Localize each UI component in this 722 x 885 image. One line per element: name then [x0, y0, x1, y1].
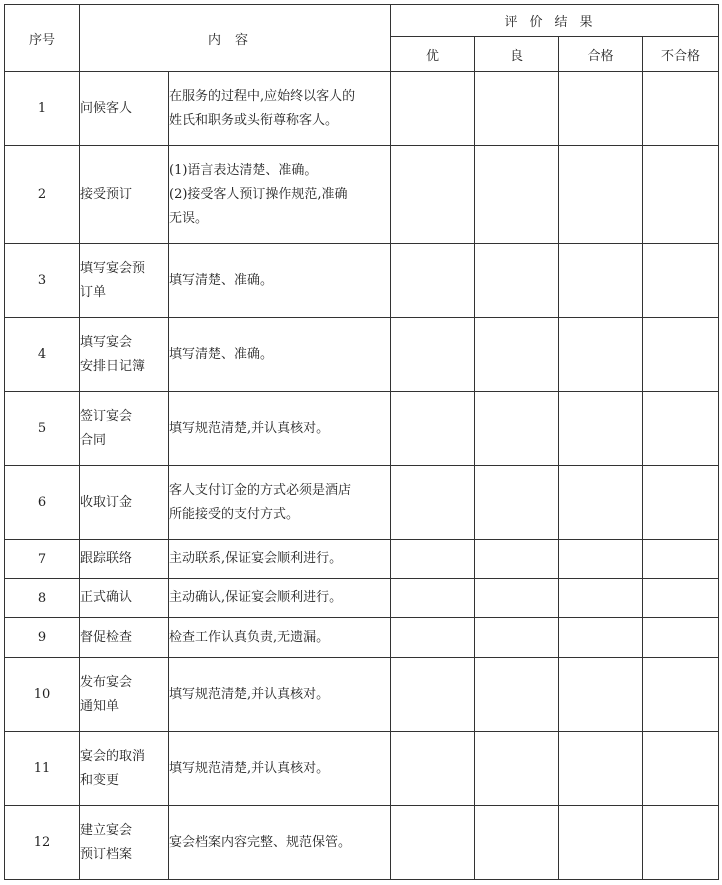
grade-cell-good[interactable] — [475, 806, 559, 880]
grade-cell-fail[interactable] — [643, 618, 719, 658]
item-name — [80, 466, 169, 540]
item-name-line: 安排日记簿 — [80, 358, 146, 374]
table-row — [5, 318, 719, 392]
item-name-line: 发布宴会 — [80, 674, 133, 690]
grade-cell-good[interactable] — [475, 244, 559, 318]
item-name-line: 签订宴会 — [80, 408, 133, 424]
row-number: 5 — [5, 392, 80, 466]
grade-cell-excellent[interactable] — [391, 244, 475, 318]
row-number: 9 — [5, 618, 80, 658]
item-description-line: (2)接受客人预订操作规范,准确 — [169, 186, 348, 202]
item-description-line: 所能接受的支付方式。 — [169, 506, 300, 522]
item-description — [169, 540, 391, 579]
grade-cell-pass[interactable] — [559, 146, 643, 244]
grade-cell-excellent[interactable] — [391, 318, 475, 392]
item-description — [169, 618, 391, 658]
table-body — [5, 72, 719, 880]
header-grade-fail: 不合格 — [643, 37, 719, 72]
grade-cell-fail[interactable] — [643, 392, 719, 466]
item-description — [169, 318, 391, 392]
item-description — [169, 146, 391, 244]
grade-cell-pass[interactable] — [559, 540, 643, 579]
grade-cell-excellent[interactable] — [391, 658, 475, 732]
header-grade-good: 良 — [475, 37, 559, 72]
table-row — [5, 732, 719, 806]
item-description — [169, 392, 391, 466]
grade-cell-good[interactable] — [475, 318, 559, 392]
item-description — [169, 732, 391, 806]
item-name — [80, 579, 169, 618]
item-name-line: 合同 — [80, 432, 107, 448]
item-description-line: 主动联系,保证宴会顺利进行。 — [169, 551, 343, 566]
item-name-line: 宴会的取消 — [80, 748, 146, 764]
grade-cell-pass[interactable] — [559, 658, 643, 732]
table-row — [5, 658, 719, 732]
grade-cell-pass[interactable] — [559, 579, 643, 618]
item-name-line: 预订档案 — [80, 846, 133, 862]
grade-cell-good[interactable] — [475, 579, 559, 618]
grade-cell-excellent[interactable] — [391, 392, 475, 466]
item-name-line: 填写宴会 — [80, 334, 133, 350]
item-name — [80, 146, 169, 244]
item-name — [80, 658, 169, 732]
item-description-line: 客人支付订金的方式必须是酒店 — [169, 482, 352, 498]
item-name-line: 订单 — [80, 284, 107, 300]
grade-cell-pass[interactable] — [559, 466, 643, 540]
grade-cell-pass[interactable] — [559, 806, 643, 880]
table-row — [5, 579, 719, 618]
table-row — [5, 806, 719, 880]
item-name-line: 正式确认 — [80, 590, 133, 605]
item-name-line: 通知单 — [80, 698, 120, 714]
table-row — [5, 466, 719, 540]
item-description-line: (1)语言表达清楚、准确。 — [169, 162, 318, 178]
grade-cell-good[interactable] — [475, 658, 559, 732]
row-number: 4 — [5, 318, 80, 392]
grade-cell-pass[interactable] — [559, 72, 643, 146]
item-name — [80, 244, 169, 318]
grade-cell-pass[interactable] — [559, 732, 643, 806]
grade-cell-excellent[interactable] — [391, 806, 475, 880]
item-name — [80, 392, 169, 466]
grade-cell-good[interactable] — [475, 732, 559, 806]
row-number: 7 — [5, 540, 80, 579]
item-name — [80, 732, 169, 806]
item-description-line: 填写规范清楚,并认真核对。 — [169, 420, 330, 436]
grade-cell-fail[interactable] — [643, 579, 719, 618]
evaluation-table — [4, 4, 719, 880]
row-number: 3 — [5, 244, 80, 318]
row-number: 1 — [5, 72, 80, 146]
header-content: 内容 — [80, 5, 391, 72]
row-number: 11 — [5, 732, 80, 806]
grade-cell-good[interactable] — [475, 466, 559, 540]
item-description — [169, 658, 391, 732]
table-row — [5, 540, 719, 579]
item-description-line: 填写清楚、准确。 — [169, 346, 274, 362]
item-description-line: 无误。 — [169, 210, 209, 226]
item-description-line: 姓氏和职务或头衔尊称客人。 — [169, 112, 339, 128]
grade-cell-fail[interactable] — [643, 466, 719, 540]
grade-cell-good[interactable] — [475, 540, 559, 579]
item-name-line: 跟踪联络 — [80, 551, 133, 566]
item-description-line: 在服务的过程中,应始终以客人的 — [169, 88, 356, 104]
table-row — [5, 244, 719, 318]
table-row — [5, 72, 719, 146]
item-name-line: 填写宴会预 — [80, 260, 146, 276]
item-description — [169, 806, 391, 880]
grade-cell-pass[interactable] — [559, 618, 643, 658]
item-description-line: 检查工作认真负责,无遗漏。 — [169, 629, 330, 645]
item-description — [169, 579, 391, 618]
item-description-line: 宴会档案内容完整、规范保管。 — [169, 834, 352, 850]
grade-cell-fail[interactable] — [643, 146, 719, 244]
item-name-line: 问候客人 — [80, 100, 133, 116]
item-name-line: 建立宴会 — [80, 822, 133, 838]
item-name-line: 和变更 — [80, 772, 120, 788]
grade-cell-excellent[interactable] — [391, 146, 475, 244]
item-description — [169, 72, 391, 146]
row-number: 6 — [5, 466, 80, 540]
grade-cell-excellent[interactable] — [391, 579, 475, 618]
grade-cell-excellent[interactable] — [391, 618, 475, 658]
grade-cell-fail[interactable] — [643, 658, 719, 732]
grade-cell-fail[interactable] — [643, 540, 719, 579]
row-number: 8 — [5, 579, 80, 618]
grade-cell-good[interactable] — [475, 392, 559, 466]
grade-cell-excellent[interactable] — [391, 540, 475, 579]
item-name-line: 督促检查 — [80, 629, 133, 645]
item-description-line: 填写规范清楚,并认真核对。 — [169, 686, 330, 702]
item-name — [80, 618, 169, 658]
item-name — [80, 806, 169, 880]
header-result: 评价结果 — [391, 5, 719, 37]
item-description-line: 主动确认,保证宴会顺利进行。 — [169, 590, 343, 605]
row-number: 10 — [5, 658, 80, 732]
grade-cell-excellent[interactable] — [391, 72, 475, 146]
header-grade-pass: 合格 — [559, 37, 643, 72]
header-seq: 序号 — [5, 5, 80, 72]
grade-cell-fail[interactable] — [643, 244, 719, 318]
header-grade-excellent: 优 — [391, 37, 475, 72]
grade-cell-excellent[interactable] — [391, 466, 475, 540]
table-row — [5, 618, 719, 658]
item-description-line: 填写清楚、准确。 — [169, 272, 274, 288]
row-number: 12 — [5, 806, 80, 880]
grade-cell-good[interactable] — [475, 146, 559, 244]
grade-cell-good[interactable] — [475, 72, 559, 146]
grade-cell-fail[interactable] — [643, 318, 719, 392]
item-name-line: 接受预订 — [80, 186, 133, 202]
grade-cell-fail[interactable] — [643, 806, 719, 880]
grade-cell-good[interactable] — [475, 618, 559, 658]
item-name — [80, 72, 169, 146]
grade-cell-pass[interactable] — [559, 318, 643, 392]
grade-cell-fail[interactable] — [643, 72, 719, 146]
item-description — [169, 244, 391, 318]
row-number: 2 — [5, 146, 80, 244]
grade-cell-pass[interactable] — [559, 392, 643, 466]
item-name — [80, 540, 169, 579]
table-row — [5, 392, 719, 466]
item-name — [80, 318, 169, 392]
grade-cell-fail[interactable] — [643, 732, 719, 806]
item-description — [169, 466, 391, 540]
grade-cell-excellent[interactable] — [391, 732, 475, 806]
grade-cell-pass[interactable] — [559, 244, 643, 318]
table-row — [5, 146, 719, 244]
item-name-line: 收取订金 — [80, 494, 133, 510]
item-description-line: 填写规范清楚,并认真核对。 — [169, 760, 330, 776]
